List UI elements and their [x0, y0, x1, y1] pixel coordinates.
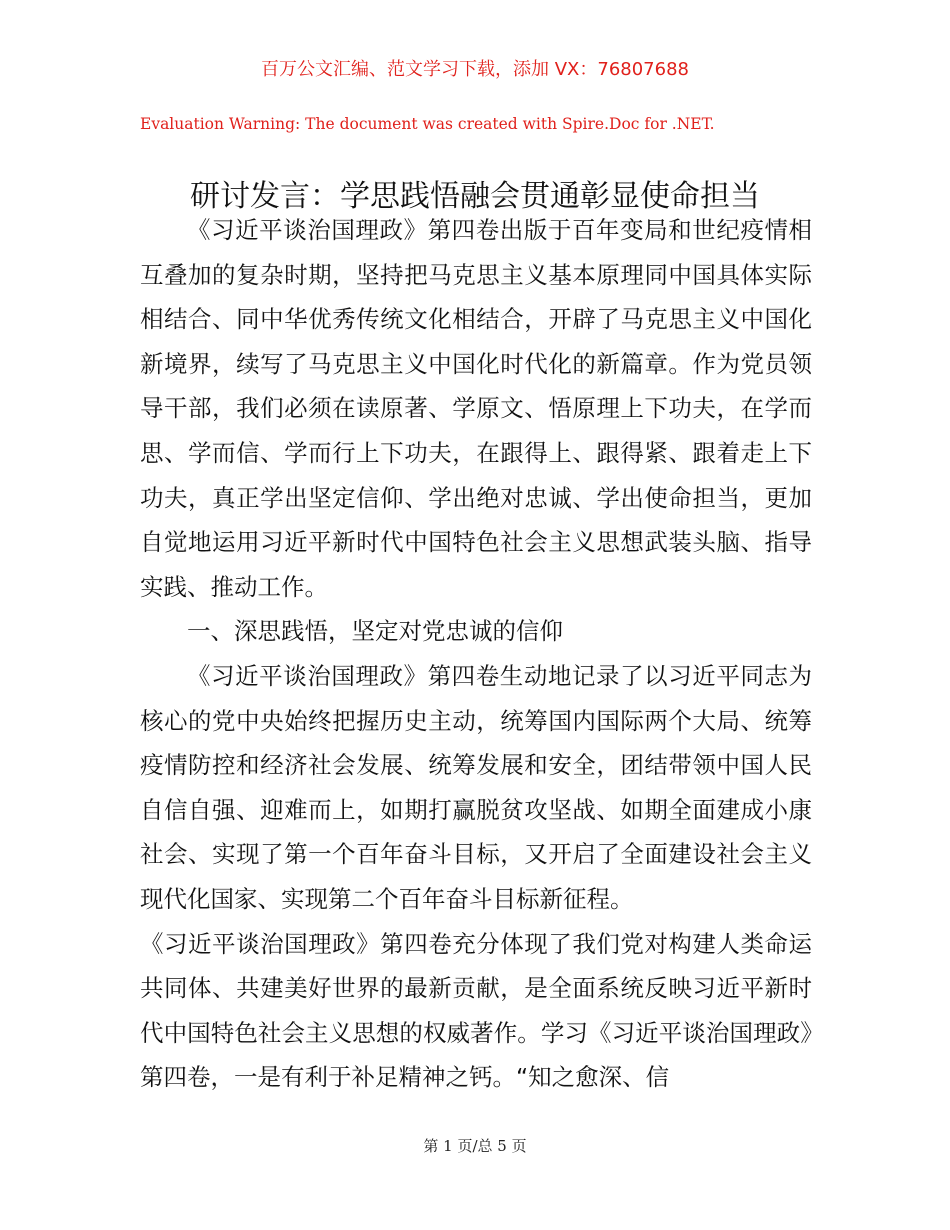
page-indicator: 第 1 页/总 5 页: [423, 1137, 527, 1155]
section-heading-1: 一、深思践悟，坚定对党忠诚的信仰: [187, 617, 563, 646]
header-banner: 百万公文汇编、范文学习下载，添加 VX：76807688: [261, 59, 689, 80]
paragraph-continuation: 《习近平谈治国理政》第四卷充分体现了我们党对构建人类命运共同体、共建美好世界的最新贡献，是全面系统反映习近平新时代中国特色社会主义思想的权威著作。学习《习近平谈治国理政》第四卷，一是有利于补足精神之钙。“知之愈深、信: [140, 929, 812, 1092]
paragraph-intro: 《习近平谈治国理政》第四卷出版于百年变局和世纪疫情相互叠加的复杂时期，坚持把马克思主义基本原理同中国具体实际相结合、同中华优秀传统文化相结合，开辟了马克思主义中国化新境界，续写了马克思主义中国化时代化的新篇章。作为党员领导干部，我们必须在读原著、学原文、悟原理上下功夫，在学而思、学而信、学而行上下功夫，在跟得上、跟得紧、跟着走上下功夫，真正学出坚定信仰、学出绝对忠诚、学出使命担当，更加自觉地运用习近平新时代中国特色社会主义思想武装头脑、指导实践、推动工作。: [140, 216, 812, 601]
evaluation-warning: Evaluation Warning: The document was created with Spire.Doc for .NET.: [140, 115, 715, 133]
document-title: 研讨发言：学思践悟融会贯通彰显使命担当: [190, 179, 760, 215]
document-body: [140, 208, 812, 1100]
paragraph-section-1: 《习近平谈治国理政》第四卷生动地记录了以习近平同志为核心的党中央始终把握历史主动，统筹国内国际两个大局、统筹疫情防控和经济社会发展、统筹发展和安全，团结带领中国人民自信自强、迎难而上，如期打赢脱贫攻坚战、如期全面建成小康社会、实现了第一个百年奋斗目标，又开启了全面建设社会主义现代化国家、实现第二个百年奋斗目标新征程。: [140, 661, 812, 913]
